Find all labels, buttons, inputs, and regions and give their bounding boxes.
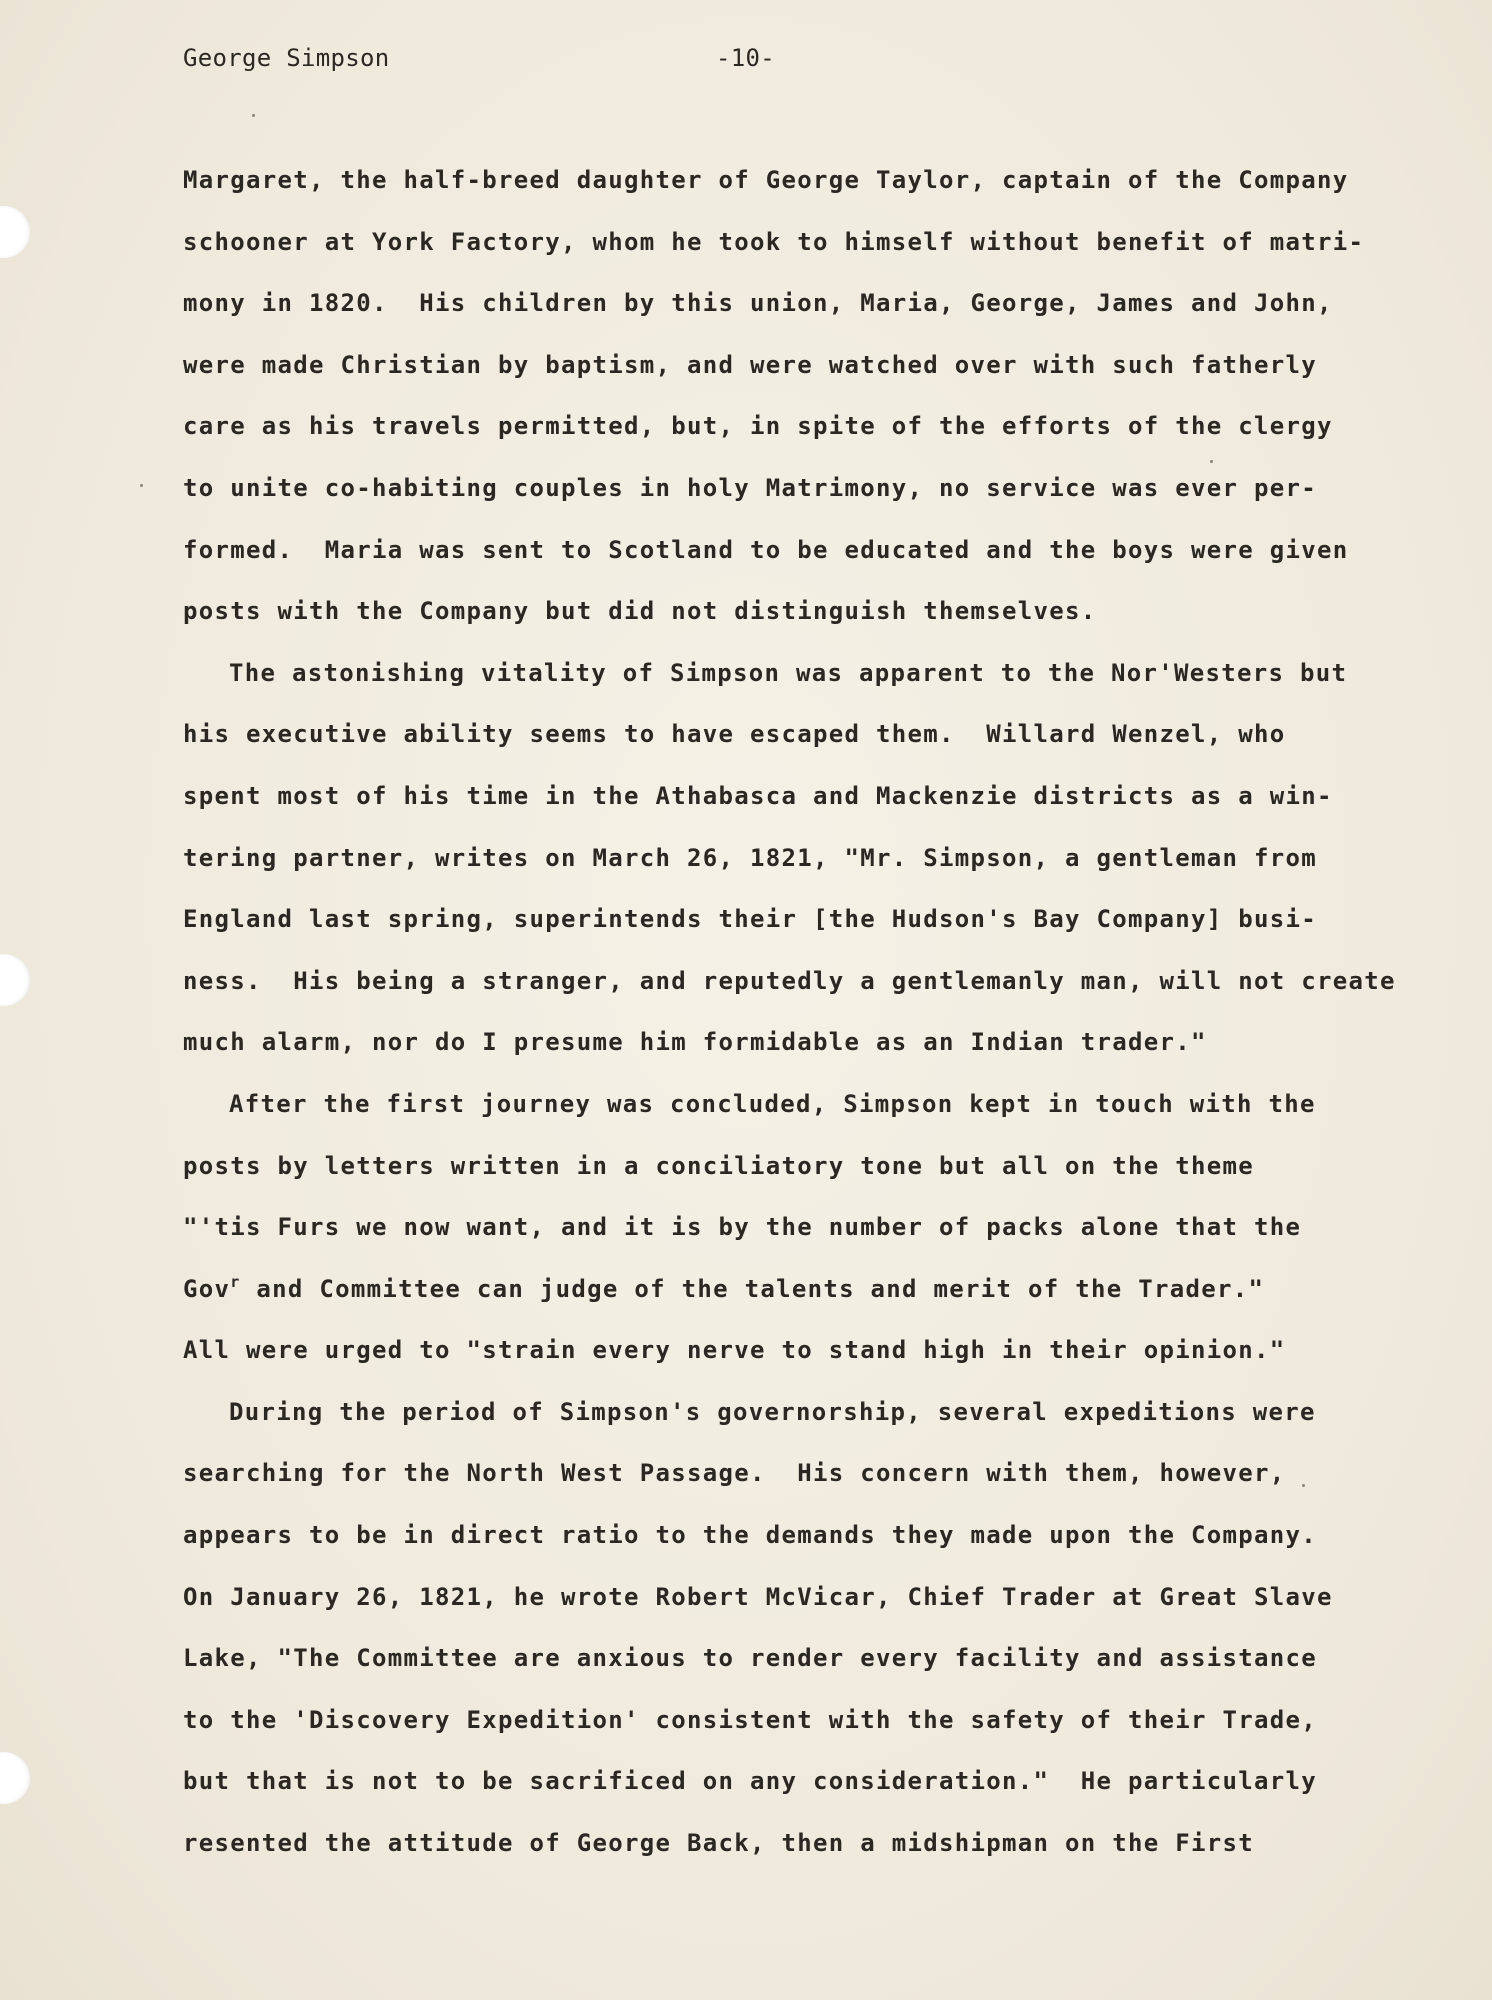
text-line: Lake, "The Committee are anxious to render every facility and assistance [183, 1644, 1317, 1673]
text-line: Margaret, the half-breed daughter of George Taylor, captain of the Company [183, 166, 1349, 194]
paper-speck [252, 114, 255, 117]
body-text [183, 164, 1396, 1889]
punch-hole [0, 954, 30, 1006]
page-number: -10- [716, 44, 775, 72]
text-line: care as his travels permitted, but, in spite of the efforts of the clergy [183, 412, 1333, 441]
text-line: but that is not to be sacrificed on any consideration." He particularly [183, 1767, 1317, 1796]
punch-hole [0, 1752, 30, 1804]
punch-hole [0, 206, 30, 258]
text-line: All were urged to "strain every nerve to stand high in their opinion." [183, 1336, 1286, 1365]
paragraph-start-line: After the first journey was concluded, Simpson kept in touch with the [229, 1089, 1316, 1118]
text-segment: Gov [183, 1274, 231, 1303]
text-line: his executive ability seems to have escaped them. Willard Wenzel, who [183, 720, 1286, 749]
running-head: George Simpson [183, 44, 390, 72]
text-line: tering partner, writes on March 26, 1821, "Mr. Simpson, a gentleman from [183, 843, 1317, 872]
text-line: "'tis Furs we now want, and it is by the number of packs alone that the [183, 1213, 1302, 1242]
text-line: posts with the Company but did not distinguish themselves. [183, 597, 1097, 626]
text-line: resented the attitude of George Back, then a midshipman on the First [183, 1829, 1254, 1858]
paragraph-start-line: During the period of Simpson's governorship, several expeditions were [229, 1397, 1316, 1426]
text-line: mony in 1820. His children by this union, Maria, George, James and John, [183, 289, 1333, 318]
paragraph-start-line: The astonishing vitality of Simpson was apparent to the Nor'Westers but [229, 658, 1348, 687]
text-line: schooner at York Factory, whom he took to himself without benefit of matri- [183, 227, 1365, 256]
text-line: were made Christian by baptism, and were watched over with such fatherly [183, 350, 1317, 379]
text-line: appears to be in direct ratio to the demands they made upon the Company. [183, 1521, 1317, 1550]
text-line: posts by letters written in a conciliatory tone but all on the theme [183, 1151, 1254, 1180]
paper-speck [140, 484, 143, 487]
text-line: England last spring, superintends their [the Hudson's Bay Company] busi- [183, 905, 1317, 934]
superscript: r [230, 1272, 241, 1291]
text-line: to the 'Discovery Expedition' consistent with the safety of their Trade, [183, 1705, 1317, 1734]
text-line: ness. His being a stranger, and reputedly a gentlemanly man, will not create [183, 966, 1396, 995]
text-line: to unite co-habiting couples in holy Matrimony, no service was ever per- [183, 473, 1317, 502]
text-segment: and Committee can judge of the talents and merit of the Trader." [240, 1274, 1265, 1303]
text-line-with-superscript [183, 1273, 1363, 1335]
text-line: searching for the North West Passage. His concern with them, however, [183, 1459, 1286, 1488]
text-line: On January 26, 1821, he wrote Robert McVicar, Chief Trader at Great Slave [183, 1582, 1333, 1611]
text-line: spent most of his time in the Athabasca and Mackenzie districts as a win- [183, 781, 1333, 810]
text-line: much alarm, nor do I presume him formidable as an Indian trader." [183, 1028, 1207, 1057]
text-line: formed. Maria was sent to Scotland to be educated and the boys were given [183, 535, 1349, 564]
